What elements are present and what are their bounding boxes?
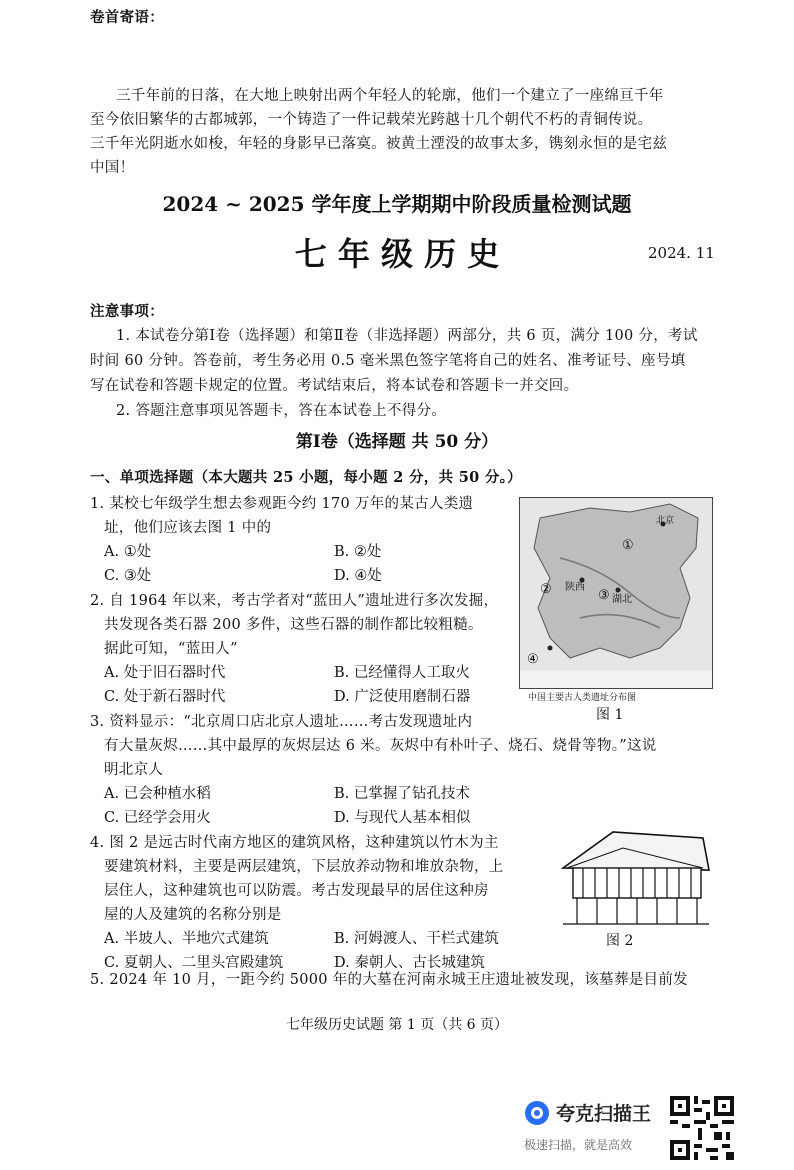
q4-option-a[interactable]: A. 半坡人、半地穴式建筑: [104, 931, 269, 947]
q2-line-2: 共发现各类石器 200 多件，这些石器的制作都比较粗糙。: [104, 617, 483, 633]
notice-line-4: 2. 答题注意事项见答题卡，答在本试卷上不得分。: [116, 403, 447, 419]
map-marker-4: ④: [527, 652, 539, 667]
q4-line-2: 要建筑材料，主要是两层建筑，下层放养动物和堆放杂物，上: [104, 859, 504, 875]
subject-title: 七 年 级 历 史: [294, 235, 500, 273]
notice-line-1: 1. 本试卷分第Ⅰ卷（选择题）和第Ⅱ卷（非选择题）两部分，共 6 页，满分 100 分，考试: [116, 328, 698, 344]
exam-title: 2024 ~ 2025 学年度上学期期中阶段质量检测试题: [162, 192, 632, 216]
section-title: 第Ⅰ卷（选择题 共 50 分）: [295, 432, 499, 452]
notice-line-2: 时间 60 分钟。答卷前，考生务必用 0.5 毫米黑色签字笔将自己的姓名、准考证号、座号填: [90, 353, 686, 369]
figure1-caption: 图 1: [596, 707, 624, 723]
q2-option-b[interactable]: B. 已经懂得人工取火: [334, 665, 470, 681]
qr-code-icon: [670, 1096, 734, 1160]
q1-option-d[interactable]: D. ④处: [334, 568, 382, 584]
page-footer: 七年级历史试题 第 1 页（共 6 页）: [285, 1017, 509, 1033]
q2-option-d[interactable]: D. 广泛使用磨制石器: [334, 689, 471, 705]
q1-option-a[interactable]: A. ①处: [104, 544, 152, 560]
q2-line-1: 2. 自 1964 年以来，考古学者对“蓝田人”遗址进行多次发掘，: [90, 593, 499, 609]
scanner-brand: 夸克扫描王: [556, 1103, 652, 1125]
q3-line-1: 3. 资料显示：“北京周口店北京人遗址……考古发现遗址内: [90, 714, 473, 730]
map-label-shaanxi: 陕西: [565, 582, 585, 593]
q4-line-4: 屋的人及建筑的名称分别是: [104, 907, 282, 923]
scanner-logo-icon: [525, 1101, 549, 1125]
q5-line-1: 5. 2024 年 10 月，一距今约 5000 年的大墓在河南永城王庄遗址被发现，该墓葬是目前发: [90, 972, 688, 988]
map-marker-3: ③: [598, 588, 610, 603]
figure2-house: [553, 828, 713, 928]
part-heading: 一、单项选择题（本大题共 25 小题，每小题 2 分，共 50 分。）: [90, 469, 522, 486]
q3-line-3: 明北京人: [104, 762, 164, 778]
q2-option-c[interactable]: C. 处于新石器时代: [104, 689, 226, 705]
map-label-beijing: 北京: [656, 516, 675, 526]
qr-graphic: [670, 1096, 734, 1160]
map-title: 中国主要古人类遗址分布图: [528, 693, 637, 703]
q4-option-d[interactable]: D. 秦朝人、古长城建筑: [334, 955, 485, 971]
map-label-hubei: 湖北: [612, 594, 632, 605]
notice-title: 注意事项：: [90, 303, 164, 320]
stilt-house-graphic: [553, 828, 713, 928]
preface-line-1: 三千年前的日落，在大地上映射出两个年轻人的轮廓，他们一个建立了一座绵亘千年: [116, 88, 664, 104]
q4-option-c[interactable]: C. 夏朝人、二里头宫殿建筑: [104, 955, 284, 971]
q4-line-3: 层住人，这种建筑也可以防震。考古发现最早的居住这种房: [104, 883, 489, 899]
preface-line-3: 三千年光阴逝水如梭，年轻的身影早已落寞。被黄土湮没的故事太多，镌刻永恒的是宅兹: [90, 136, 668, 152]
q4-line-1: 4. 图 2 是远古时代南方地区的建筑风格，这种建筑以竹木为主: [90, 835, 499, 851]
preface-title: 卷首寄语：: [90, 9, 164, 26]
q1-option-b[interactable]: B. ②处: [334, 544, 382, 560]
q2-option-a[interactable]: A. 处于旧石器时代: [104, 665, 226, 681]
q4-option-b[interactable]: B. 河姆渡人、干栏式建筑: [334, 931, 499, 947]
q3-line-2: 有大量灰烬……其中最厚的灰烬层达 6 米。灰烬中有朴叶子、烧石、烧骨等物。”这说: [104, 738, 657, 754]
q3-option-b[interactable]: B. 已掌握了钻孔技术: [334, 786, 470, 802]
q1-option-c[interactable]: C. ③处: [104, 568, 152, 584]
q1-line-1: 1. 某校七年级学生想去参观距今约 170 万年的某古人类遗: [90, 496, 474, 512]
q3-option-d[interactable]: D. 与现代人基本相似: [334, 810, 471, 826]
q2-line-3: 据此可知，“蓝田人”: [104, 641, 238, 657]
map-marker-2: ②: [540, 582, 552, 597]
preface-line-4: 中国！: [90, 160, 135, 176]
figure2-caption: 图 2: [606, 933, 634, 949]
map-marker-1: ①: [622, 538, 634, 553]
preface-line-2: 至今依旧繁华的古都城郭，一个铸造了一件记载荣光跨越十几个朝代不朽的青铜传说。: [90, 112, 653, 128]
q3-option-a[interactable]: A. 已会种植水稻: [104, 786, 211, 802]
south-site-dot: [548, 646, 553, 651]
notice-line-3: 写在试卷和答题卡规定的位置。考试结束后，将本试卷和答题卡一并交回。: [90, 378, 579, 394]
scanner-slogan: 极速扫描，就是高效: [524, 1138, 633, 1152]
q1-line-2: 址，他们应该去图 1 中的: [104, 520, 272, 536]
exam-date: 2024. 11: [648, 244, 715, 262]
q3-option-c[interactable]: C. 已经学会用火: [104, 810, 211, 826]
